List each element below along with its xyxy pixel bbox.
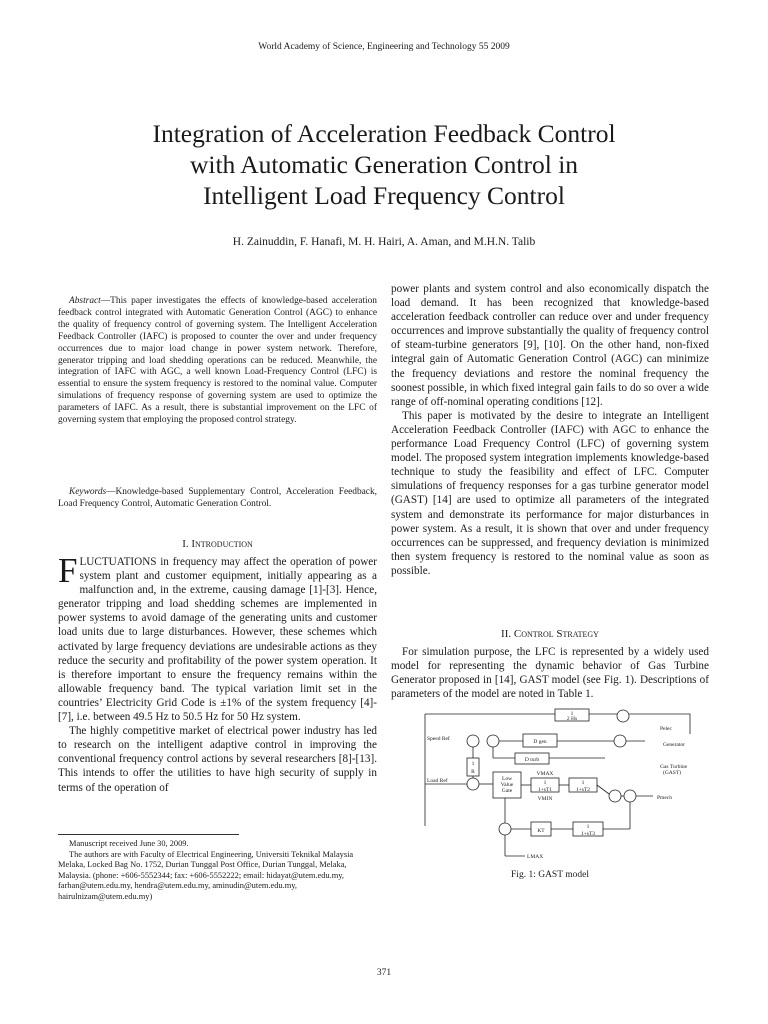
droop-denominator: R [471,769,475,775]
abstract [58,296,377,427]
footnote-received: Manuscript received June 30, 2009. [69,839,189,848]
generator-label: Generator [663,742,685,748]
footnote [58,839,377,902]
intro-paragraph-2: The highly competitive market of electrical power industry has led to research on the intelligent adaptive control in improving the conventional frequency control actions by several researchers [8]-[13]. This intends to offer the utilities to have high security of supply in terms of the operation of [58,725,377,794]
summing-junction [467,735,479,747]
svg-text:1+sT2: 1+sT2 [575,787,591,793]
introduction-body [58,551,377,795]
paper-title [60,118,708,211]
footnote-rule [58,834,239,835]
vmax-label: VMAX [536,771,554,777]
vmin-label: VMIN [537,796,553,802]
value-label: Value [500,782,514,788]
pmech-label: Pmech [657,795,672,801]
lmax-label: LMAX [527,854,544,860]
figure-caption: Fig. 1: GAST model [511,870,589,880]
gas-turbine-label: Gas Turbine [660,764,688,770]
svg-text:1+sT1: 1+sT1 [537,787,553,793]
section-title: Control Strategy [513,628,599,640]
droop-numerator: 1 [471,761,475,767]
section-heading-control-strategy [391,628,709,640]
section-title: Introduction [191,538,253,550]
abstract-text: This paper investigates the effects of knowledge-based acceleration feedback control integrated with Automatic Generation Control (AGC) to enhance the quality of frequency control of governing system. The Intelligent Acceleration Feedback Controller (IAFC) is proposed to counter the over and under frequency occurrences due to major load change in power system network. Therefore, generator tripping and load shedding operations can be reduced. Meanwhile, the integration of IAFC with AGC, a well known Load-Frequency Control (LFC) is essential to ensure the system frequency is restored to the nominal value. Computer simulations of frequency response of governing system are used to optimize the parameters of IAFC. As a result, there is substantial improvement on the LFC of governing system that employing the proposed control strategy. [58,296,377,426]
low-value-label: Low [501,776,513,782]
keywords-label: Keywords [69,487,107,497]
dgen-label: D gen [533,739,547,745]
title-line: Integration of Acceleration Feedback Control [152,119,616,148]
gast-block-diagram [405,706,705,866]
section-number: II. [501,628,512,640]
summing-junction [499,823,511,835]
summing-junction [617,710,629,722]
section-number: I. [182,538,189,550]
dturb-label: D turb [524,757,540,763]
right-column-body [391,282,709,578]
inertia-denominator: 2 Hs [566,716,578,722]
svg-text:1: 1 [586,824,590,830]
load-ref-label: Load Ref [427,778,448,784]
keywords [58,487,377,511]
keywords-text: Knowledge-based Supplementary Control, Acceleration Feedback, Load Frequency Control, Automatic Generation Control. [58,487,377,509]
intro-paragraph-1: LUCTUATIONS in frequency may affect the operation of power system plant and customer equipment, initially appearing as a malfunction and, in the extreme, causing damage [1]-[3]. Hence, generator tripping and load shedding schemes are implemented in power systems to avoid damage of the generating units and customer load units due to large disturbances. However, these schemes which activated by large frequency deviations are undesirable actions as they reduce the security and profitability of the power system operation. It is therefore important to ensure the frequency remains within the allowable frequency band. The typical variation limit set in the countries’ Electricity Grid Code is ±1% of the system frequency [4]-[7], i.e. between 49.5 Hz to 50.5 Hz for 50 Hz system. [58,556,377,724]
keywords-dash: — [106,487,116,497]
footnote-affiliation: The authors are with Faculty of Electrical Engineering, Universiti Teknikal Malaysia Melaka, Locked Bag No. 1752, Durian Tunggal Post Office, Durian Tunggal, Melaka, Malaysia. (phone: +606-5552344; fax: +606-5552222; email: hidayat@utem.edu.my, farhan@utem.edu.my, hendra@utem.edu.my, aminudin@utem.edu.my, hairulnizam@utem.edu.my) [58,849,354,901]
simulation-paragraph: For simulation purpose, the LFC is represented by a widely used model for representing the dynamic behavior of Gas Turbine Generator proposed in [14], GAST model (see Fig. 1). Descriptions of parameters of the model are noted in Table 1. [391,646,709,701]
speed-ref-label: Speed Ref [427,736,450,742]
summing-junction [467,778,479,790]
page-number: 371 [376,968,392,978]
kt-label: KT [537,828,545,834]
right-paragraph-2: This paper is motivated by the desire to integrate an Intelligent Acceleration Feedback Controller (IAFC) with AGC to enhance the performance Load Frequency Control (LFC) of governing system model. The proposed system integration implements knowledge-based technique to study the feasibility and effect of LFC. Computer simulations of frequency responses for a gas turbine generator model (GAST) [14] are used to optimize all parameters of the integrated system and demonstrate its performance for major disturbances in power system. As a result, it is shown that over and under frequency occurrences can be suppressed, and frequency deviation is minimized then system frequency is restored to the nominal value as soon as possible. [391,409,709,577]
svg-text:1+sT3: 1+sT3 [580,831,596,837]
right-paragraph-1: power plants and system control and also economically dispatch the load demand. It has been recognized that knowledge-based acceleration feedback controller can reduce over and under frequency occurrences and improve substantially the quality of frequency control of steam-turbine generators [9], [10]. On the other hand, non-fixed integral gain of Automatic Generation Control (AGC) can minimize the frequency deviations and restore the nominal frequency the soonest possible, in which fixed integral gain fails to do so over a wide range of off-nominal operating conditions [12]. [391,283,709,408]
drop-cap: F [58,551,78,590]
summing-junction [487,735,499,747]
summing-junction [609,790,621,802]
abstract-label: Abstract [69,296,101,306]
summing-junction [624,790,636,802]
title-line: Intelligent Load Frequency Control [203,181,565,210]
section-heading-introduction [58,538,377,550]
svg-text:1: 1 [581,780,585,786]
gate-label: Gate [501,788,513,794]
author-list: H. Zainuddin, F. Hanafi, M. H. Hairi, A. Aman, and M.H.N. Talib [232,236,536,248]
abstract-dash: — [100,296,111,306]
svg-text:1: 1 [543,780,547,786]
inertia-numerator: 1 [570,711,574,717]
gast-label: (GAST) [663,770,682,776]
pelec-label: Pelec [660,726,672,732]
title-line: with Automatic Generation Control in [189,150,579,179]
summing-junction [614,735,626,747]
journal-header: World Academy of Science, Engineering and Technology 55 2009 [258,42,510,52]
